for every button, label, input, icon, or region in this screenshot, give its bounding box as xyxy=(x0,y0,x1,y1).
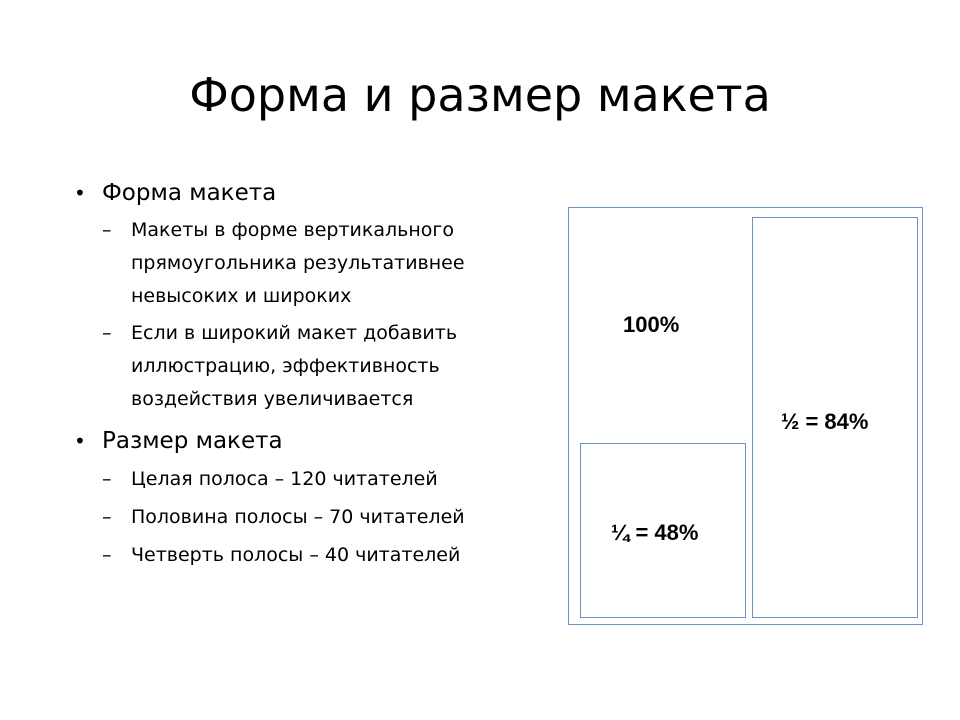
sub-item-text: Четверть полосы – 40 читателей xyxy=(131,544,461,566)
sub-item xyxy=(72,317,552,416)
sub-item xyxy=(72,462,552,496)
bullet-form xyxy=(72,176,552,210)
dash-icon: – xyxy=(102,544,112,566)
bullet-heading: Форма макета xyxy=(102,180,277,206)
full-page-label: 100% xyxy=(623,312,680,337)
bullet-dot-icon: • xyxy=(74,181,86,205)
dash-icon: – xyxy=(102,468,112,490)
half-page-label: ½ = 84% xyxy=(781,409,869,434)
sub-item-text: Целая полоса – 120 читателей xyxy=(131,468,438,490)
sub-list-form xyxy=(72,214,552,416)
sub-item-text: Макеты в форме вертикального прямоугольника результативнее невысоких и широких xyxy=(131,219,465,307)
sub-item-text: Если в широкий макет добавить иллюстрацию, эффективность воздействия увеличивается xyxy=(131,322,458,410)
dash-icon: – xyxy=(102,219,112,241)
slide-title: Форма и размер макета xyxy=(189,68,771,122)
bullet-heading: Размер макета xyxy=(102,428,283,454)
dash-icon: – xyxy=(102,322,112,344)
sub-list-size xyxy=(72,462,552,572)
sub-item xyxy=(72,214,552,313)
sub-item xyxy=(72,500,552,534)
sub-item xyxy=(72,538,552,572)
bullet-dot-icon: • xyxy=(74,429,86,453)
dash-icon: – xyxy=(102,506,112,528)
sub-item-text: Половина полосы – 70 читателей xyxy=(131,506,465,528)
bullet-list xyxy=(72,176,552,580)
bullet-size xyxy=(72,424,552,458)
quarter-page-label: ¼ = 48% xyxy=(611,520,699,545)
